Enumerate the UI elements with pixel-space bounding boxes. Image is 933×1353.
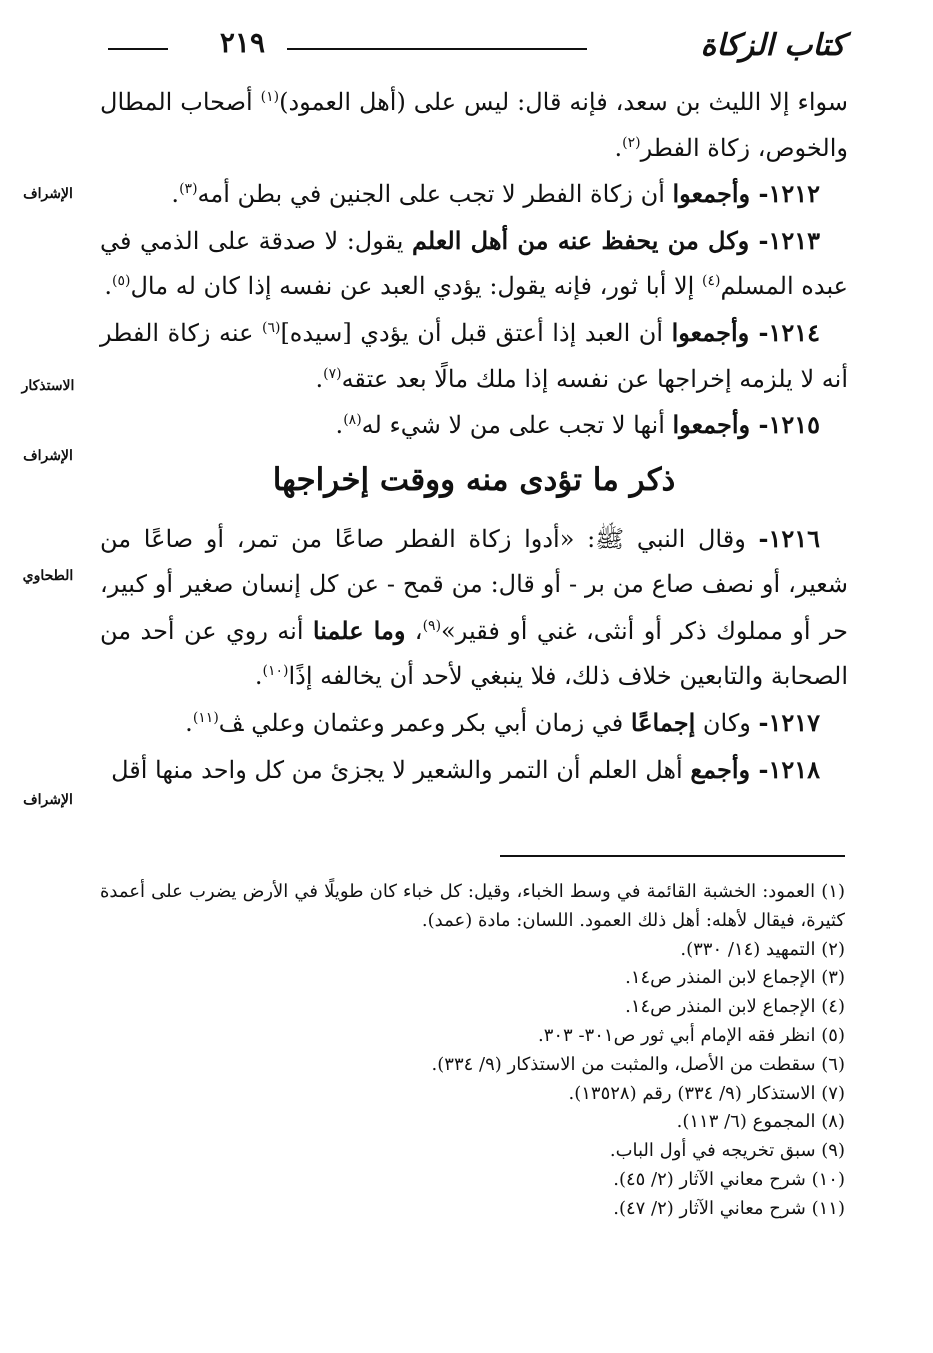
keyword: وأجمعوا <box>672 410 759 440</box>
footnote-item: (٩) سبق تخريجه في أول الباب. <box>609 1140 845 1162</box>
footnote-ref[interactable]: (٢) <box>622 134 641 151</box>
text: . <box>315 364 324 393</box>
text: أنه روي عن أحد من الصحابة والتابعين خلاف ذلك، فلا ينبغي لأحد أن يخالفه إذًا <box>100 616 848 691</box>
text: . <box>104 272 113 301</box>
margin-note-1214: الاستذكار <box>21 378 75 394</box>
text: سواء إلا الليث بن سعد، فإنه قال: ليس على (أهل العمود) <box>279 88 848 116</box>
header-rule <box>287 48 587 50</box>
footnote-item: (٨) المجموع (٦/ ١١٣). <box>676 1111 845 1133</box>
footnote-item: (٦) سقطت من الأصل، والمثبت من الاستذكار (٩/ ٣٣٤). <box>431 1053 845 1075</box>
footnote-item: (٣) الإجماع لابن المنذر ص١٤. <box>625 967 845 989</box>
footnote-item: (١٠) شرح معاني الآثار (٢/ ٤٥). <box>613 1168 845 1190</box>
book-title: كتاب الزكاة <box>700 28 845 63</box>
text: إلا أبا ثور، فإنه يقول: يؤدي العبد عن نفسه إذا كان له مال <box>130 272 702 301</box>
text: . <box>185 709 193 738</box>
text: يقول: لا صدقة على الذمي في عبده المسلم <box>100 226 848 301</box>
section-heading: ذكر ما تؤدى منه ووقت إخراجها <box>272 461 676 498</box>
footnote-ref[interactable]: (٧) <box>323 365 342 382</box>
footnote-item: (٧) الاستذكار (٩/ ٣٣٤) رقم (١٣٥٢٨). <box>568 1082 845 1104</box>
footnote-ref[interactable]: (٥) <box>112 273 131 290</box>
text: وقال النبي ﷺ: «أدوا زكاة الفطر صاعًا من تمر، أو صاعًا من شعير، أو نصف صاع من بر - أو قال: من قمح - عن كل إنسان صغير أو كبير، حر أو مملوك ذكر أو أنثى، غني أو فقير» <box>100 524 849 645</box>
text: أهل العلم أن التمر والشعير لا يجزئ من كل واحد منها أقل <box>111 755 691 784</box>
text: . <box>335 411 344 440</box>
text: . <box>614 133 623 162</box>
paragraph-continuation <box>100 80 848 171</box>
footnote-item: (٥) انظر فقه الإمام أبي ثور ص٣٠١- ٣٠٣. <box>537 1024 845 1046</box>
text: أن زكاة الفطر لا تجب على الجنين في بطن أمه <box>197 180 673 209</box>
footnote-item: (١) العمود: الخشبة القائمة في وسط الخباء، وقيل: كل خباء كان طويلًا في الأرض يضرب على أعمدة كثيرة، فيقال لأهله: أهل ذلك العمود. اللسان: مادة (عمد). <box>100 881 845 931</box>
text: عنه زكاة الفطر أنه لا يلزمه إخراجها عن نفسه إذا ملك مالًا بعد عتقه <box>100 318 848 393</box>
text: . <box>171 180 180 209</box>
keyword: وكل من يحفظ عنه من أهل العلم <box>411 225 759 255</box>
text: أصحاب المطال والخوص، زكاة الفطر <box>100 88 848 162</box>
paragraph-1216 <box>100 516 848 700</box>
text: أنها لا تجب على من لا شيء له <box>361 411 673 440</box>
footnote-item: (١١) شرح معاني الآثار (٢/ ٤٧). <box>613 1197 845 1219</box>
item-number: ١٢١٥- <box>758 410 820 440</box>
text: ، <box>405 616 423 645</box>
paragraph-1214 <box>100 310 848 402</box>
paragraph-1215 <box>100 402 848 449</box>
keyword: وأجمع <box>690 754 759 784</box>
running-header <box>100 28 845 68</box>
paragraph-1217 <box>100 700 848 747</box>
footnote-item: (٢) التمهيد (١٤/ ٣٣٠). <box>680 938 845 960</box>
keyword: إجماعًا <box>630 708 696 738</box>
item-number: ١٢١٤- <box>758 317 820 347</box>
paragraph-1213 <box>100 218 848 310</box>
header-rule-short <box>108 48 168 50</box>
main-text <box>100 80 848 793</box>
keyword: وأجمعوا <box>671 317 759 347</box>
text: . <box>254 662 263 691</box>
footnote-separator <box>500 855 845 857</box>
margin-note-1212: الإشراف <box>23 186 73 202</box>
keyword: وأجمعوا <box>672 179 759 209</box>
paragraph-1212 <box>100 171 848 218</box>
footnote-ref[interactable]: (١٠) <box>262 663 289 680</box>
text: وكان <box>695 709 759 738</box>
footnote-ref[interactable]: (٨) <box>343 412 362 429</box>
item-number: ١٢١٨- <box>758 754 820 784</box>
paragraph-1218 <box>100 747 848 794</box>
footnote-item: (٤) الإجماع لابن المنذر ص١٤. <box>625 996 845 1018</box>
footnote-ref[interactable]: (٦) <box>261 319 281 336</box>
footnotes <box>100 878 845 1224</box>
margin-note-1216: الطحاوي <box>22 568 74 584</box>
footnote-ref[interactable]: (١) <box>260 89 280 105</box>
item-number: ١٢١٦- <box>758 523 820 553</box>
margin-note-1215: الإشراف <box>23 448 73 464</box>
margin-note-1218: الإشراف <box>23 792 73 808</box>
footnote-ref[interactable]: (٩) <box>422 617 442 634</box>
footnote-ref[interactable]: (٤) <box>701 273 721 290</box>
text: في زمان أبي بكر وعمر وعثمان وعلي ﭫ <box>218 709 631 738</box>
item-number: ١٢١٣- <box>758 225 820 255</box>
item-number: ١٢١٢- <box>758 179 820 209</box>
keyword: وما علمنا <box>312 615 406 645</box>
item-number: ١٢١٧- <box>758 708 820 738</box>
footnote-ref[interactable]: (١١) <box>192 710 219 727</box>
footnote-ref[interactable]: (٣) <box>179 181 198 198</box>
page-number: ٢١٩ <box>219 26 265 59</box>
text: أن العبد إذا أعتق قبل أن يؤدي [سيده] <box>280 318 672 347</box>
